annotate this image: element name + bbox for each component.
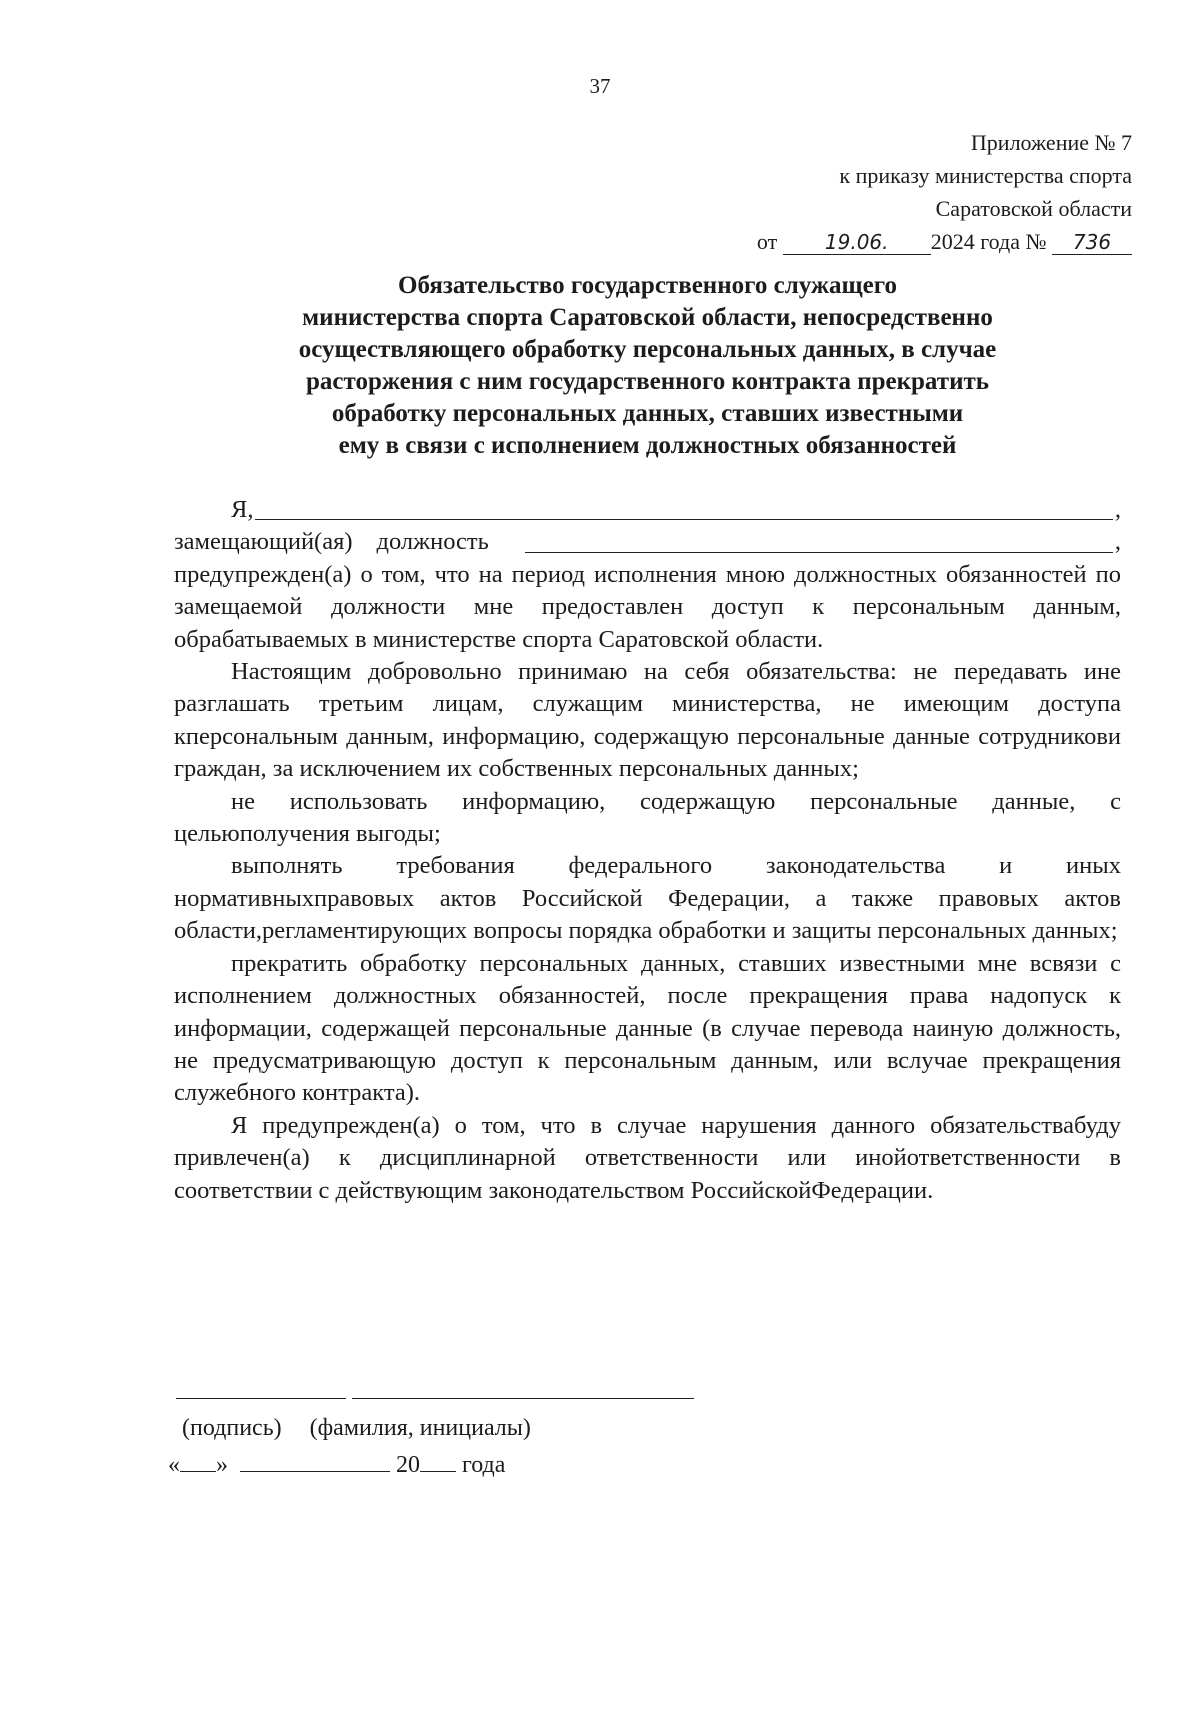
signature-date-row	[168, 1452, 505, 1479]
title-line-4: расторжения с ним государственного контракта прекратить	[306, 368, 989, 395]
title-line-2: министерства спорта Саратовской области, непосредственно	[302, 304, 993, 331]
handwritten-order-number: 736	[1052, 230, 1132, 255]
paragraph-warning: предупрежден(а) о том, что на период исполнения мною должностных обязанностей по замещаемой должности мне предоставлен доступ к персональным данным, обрабатываемых в министерстве спорта Саратовской области.	[174, 560, 1121, 653]
position-word: должность	[376, 528, 489, 556]
title-line-1: Обязательство государственного служащего	[398, 272, 897, 299]
appendix-title: Приложение № 7	[970, 130, 1132, 155]
century: 20	[396, 1452, 420, 1478]
day-blank	[180, 1453, 216, 1472]
paragraph-stop-processing: прекратить обработку персональных данных, ставших известными мне всвязи с исполнением должностных обязанностей, после прекращения права надопуск к информации, содержащей персональные данные (в случае перевода наиную должность, не предусматривающую доступ к персональным данным, или вслучае прекращения служебного контракта).	[174, 949, 1121, 1107]
paragraph-liability: Я предупрежден(а) о том, что в случае нарушения данного обязательствабуду привлечен(а) к дисциплинарной ответственности или инойответственности в соответствии с действующим законодательством РоссийскойФедерации.	[174, 1111, 1121, 1204]
year-blank	[420, 1453, 456, 1472]
appendix-order-ref: к приказу министерства спорта	[839, 163, 1132, 188]
position-blank	[525, 528, 1113, 553]
signature-blank	[176, 1398, 346, 1399]
title-line-6: ему в связи с исполнением должностных обязанностей	[338, 432, 957, 459]
document-title	[170, 270, 1125, 462]
handwritten-date: 19.06.	[783, 230, 931, 255]
i-prefix: Я,	[231, 496, 254, 523]
month-blank	[240, 1453, 390, 1472]
position-label: замещающий(ая)	[174, 528, 353, 556]
trailing-comma-2: ,	[1114, 528, 1121, 556]
full-name-blank	[255, 495, 1112, 520]
title-line-3: осуществляющего обработку персональных данных, в случае	[298, 336, 997, 363]
page-number: 37	[589, 74, 611, 98]
title-line-5: обработку персональных данных, ставших известными	[331, 400, 964, 427]
signature-captions	[182, 1415, 531, 1442]
paragraph-obligations: Настоящим добровольно принимаю на себя обязательства: не передавать ине разглашать третьим лицам, служащим министерства, не имеющим доступа кперсональным данным, информацию, содержащую персональные данные сотрудникови граждан, за исключением их собственных персональных данных;	[174, 658, 1121, 783]
paragraph-no-profit-use: не использовать информацию, содержащую персональные данные, с цельюполучения выгоды;	[174, 787, 1121, 848]
appendix-date-line	[757, 225, 1132, 258]
year-word: года	[462, 1452, 506, 1478]
close-quote: »	[216, 1452, 228, 1478]
signature-caption: (подпись)	[182, 1415, 282, 1441]
open-quote: «	[168, 1452, 180, 1478]
appendix-region: Саратовской области	[935, 196, 1132, 221]
document-body	[174, 494, 1121, 1207]
appendix-header	[757, 126, 1132, 258]
name-initials-blank	[352, 1398, 694, 1399]
position-fill-line	[174, 526, 1121, 558]
name-fill-line	[174, 494, 1121, 526]
trailing-comma: ,	[1114, 496, 1121, 523]
year-text: 2024 года №	[930, 229, 1047, 254]
paragraph-compliance: выполнять требования федерального законодательства и иных нормативныхправовых актов Российской Федерации, а также правовых актов области,регламентирующих вопросы порядка обработки и защиты персональных данных;	[174, 852, 1121, 945]
name-caption: (фамилия, инициалы)	[309, 1415, 531, 1441]
signature-lines	[176, 1398, 696, 1400]
date-prefix: от	[756, 229, 778, 254]
